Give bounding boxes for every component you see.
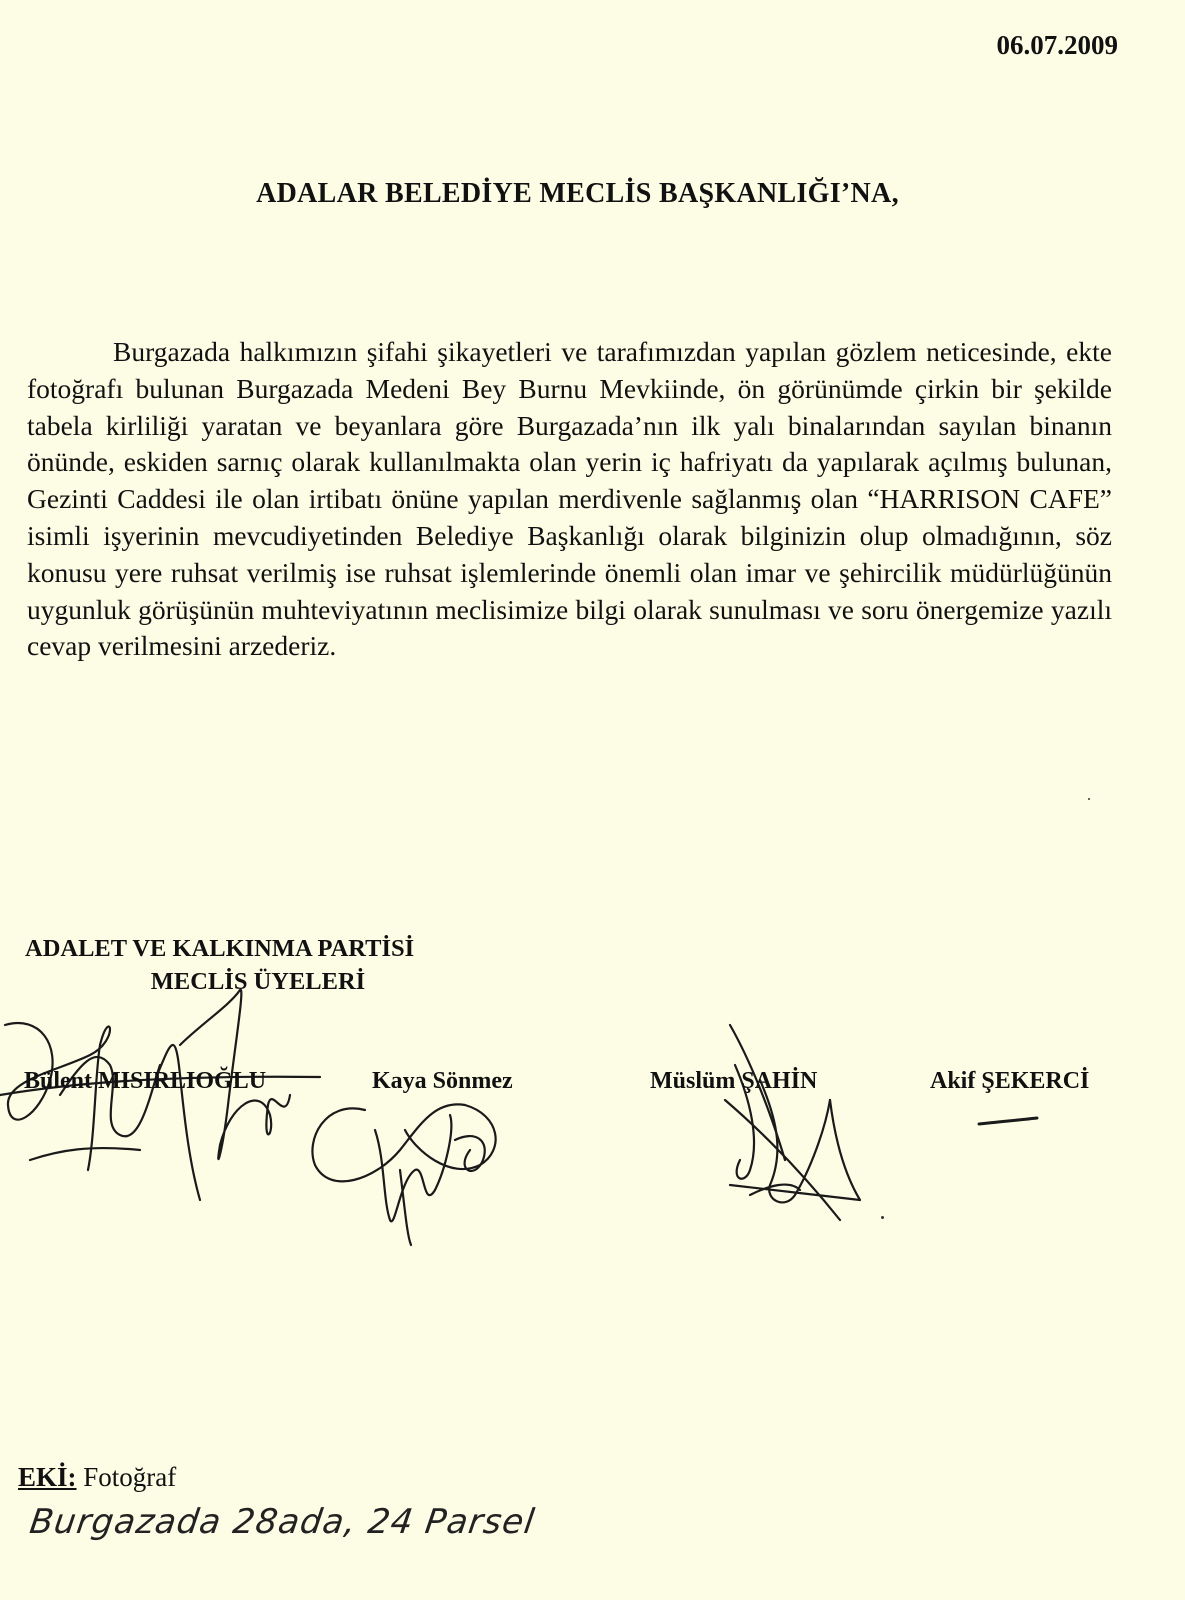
party-name: ADALET VE KALKINMA PARTİSİ [25, 935, 415, 962]
handwritten-parcel-note: Burgazada 28ada, 24 Parsel [27, 1502, 538, 1542]
signature-kaya [305, 1070, 515, 1250]
member-name-bulent: Bülent MISIRLIOĞLU [24, 1068, 267, 1094]
member-name-kaya: Kaya Sönmez [372, 1068, 513, 1094]
addressee-heading: ADALAR BELEDİYE MECLİS BAŞKANLIĞI’NA, [256, 178, 899, 209]
signature-bulent [0, 985, 320, 1215]
member-name-muslum: Müslüm ŞAHİN [650, 1068, 818, 1094]
signature-akif [975, 1112, 1045, 1132]
attachment-value: Fotoğraf [83, 1462, 177, 1492]
petition-body: Burgazada halkımızın şifahi şikayetleri ve tarafımızdan yapılan gözlem neticesinde, ekte fotoğrafı bulunan Burgazada Medeni Bey Burnu Mevkiinde, ön görünümde çirkin bir şekilde tabela kirliliği yaratan ve beyanlara göre Burgazada’nın ilk yalı binalarından sayılan binanın önünde, eskiden sarnıç olarak kullanılmakta olan yerin iç hafriyatı da yapılarak açılmış bulunan, Gezinti Caddesi ile olan irtibatı önüne yapılan merdivenle sağlanmış olan “HARRISON CAFE” isimli işyerinin mevcudiyetinden Belediye Başkanlığı olarak bilginizin olup olmadığının, söz konusu yere ruhsat verilmiş ise ruhsat işlemlerinde önemli olan imar ve şehircilik müdürlüğünün uygunluk görüşünün muhteviyatının meclisimize bilgi olarak sunulması ve soru önergemize yazılı cevap verilmesini arzederiz. [27, 336, 1112, 662]
member-name-akif: Akif ŞEKERCİ [930, 1068, 1090, 1094]
signature-muslum [690, 1020, 870, 1230]
attachment-label: EKİ: [18, 1462, 77, 1492]
attachment-line [18, 1462, 176, 1493]
ink-speck [881, 1216, 884, 1219]
council-members-label: MECLİS ÜYELERİ [150, 968, 366, 995]
document-date: 06.07.2009 [996, 30, 1118, 60]
ink-speck [1088, 798, 1090, 800]
